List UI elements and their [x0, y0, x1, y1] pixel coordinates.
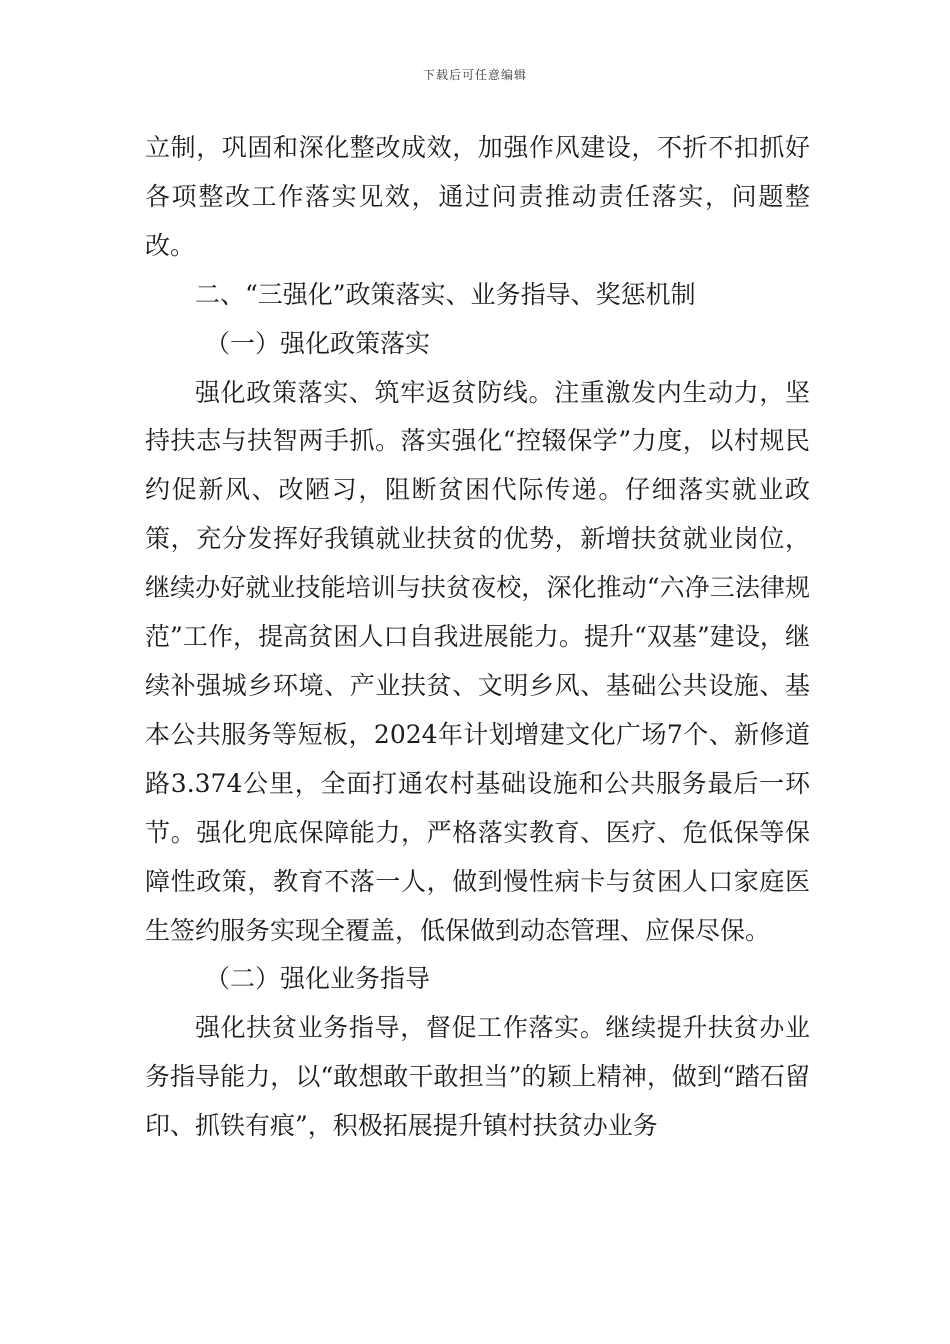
- document-body: [145, 124, 810, 1151]
- paragraph-guidance: 强化扶贫业务指导，督促工作落实。继续提升扶贫办业务指导能力，以“敢想敢干敢担当”的颖上精神，做到“踏石留印、抓铁有痕”，积极拓展提升镇村扶贫办业务: [145, 1013, 810, 1141]
- subsection-heading-policy: （一）强化政策落实: [205, 328, 431, 358]
- paragraph-policy: 强化政策落实、筑牢返贫防线。注重激发内生动力，坚持扶志与扶智两手抓。落实强化“控辍保学”力度，以村规民约促新风、改陋习，阻断贫困代际传递。仔细落实就业政策，充分发挥好我镇就业扶贫的优势，新增扶贫就业岗位，继续办好就业技能培训与扶贫夜校，深化推动“六净三法律规范”工作，提高贫困人口自我进展能力。提升“双基”建设，继续补强城乡环境、产业扶贫、文明乡风、基础公共设施、基本公共服务等短板，2024年计划增建文化广场7个、新修道路3.374公里，全面打通农村基础设施和公共服务最后一环节。强化兜底保障能力，严格落实教育、医疗、危低保等保障性政策，教育不落一人，做到慢性病卡与贫困人口家庭医生签约服务实现全覆盖，低保做到动态管理、应保尽保。: [145, 377, 810, 945]
- section-heading: 二、“三强化”政策落实、业务指导、奖惩机制: [195, 279, 696, 309]
- page-header-note: 下载后可任意编辑: [422, 68, 527, 82]
- paragraph-continuation: 立制，巩固和深化整改成效，加强作风建设，不折不扣抓好各项整改工作落实见效，通过问责推动责任落实，问题整改。: [145, 133, 810, 260]
- subsection-heading-guidance: （二）强化业务指导: [205, 964, 431, 994]
